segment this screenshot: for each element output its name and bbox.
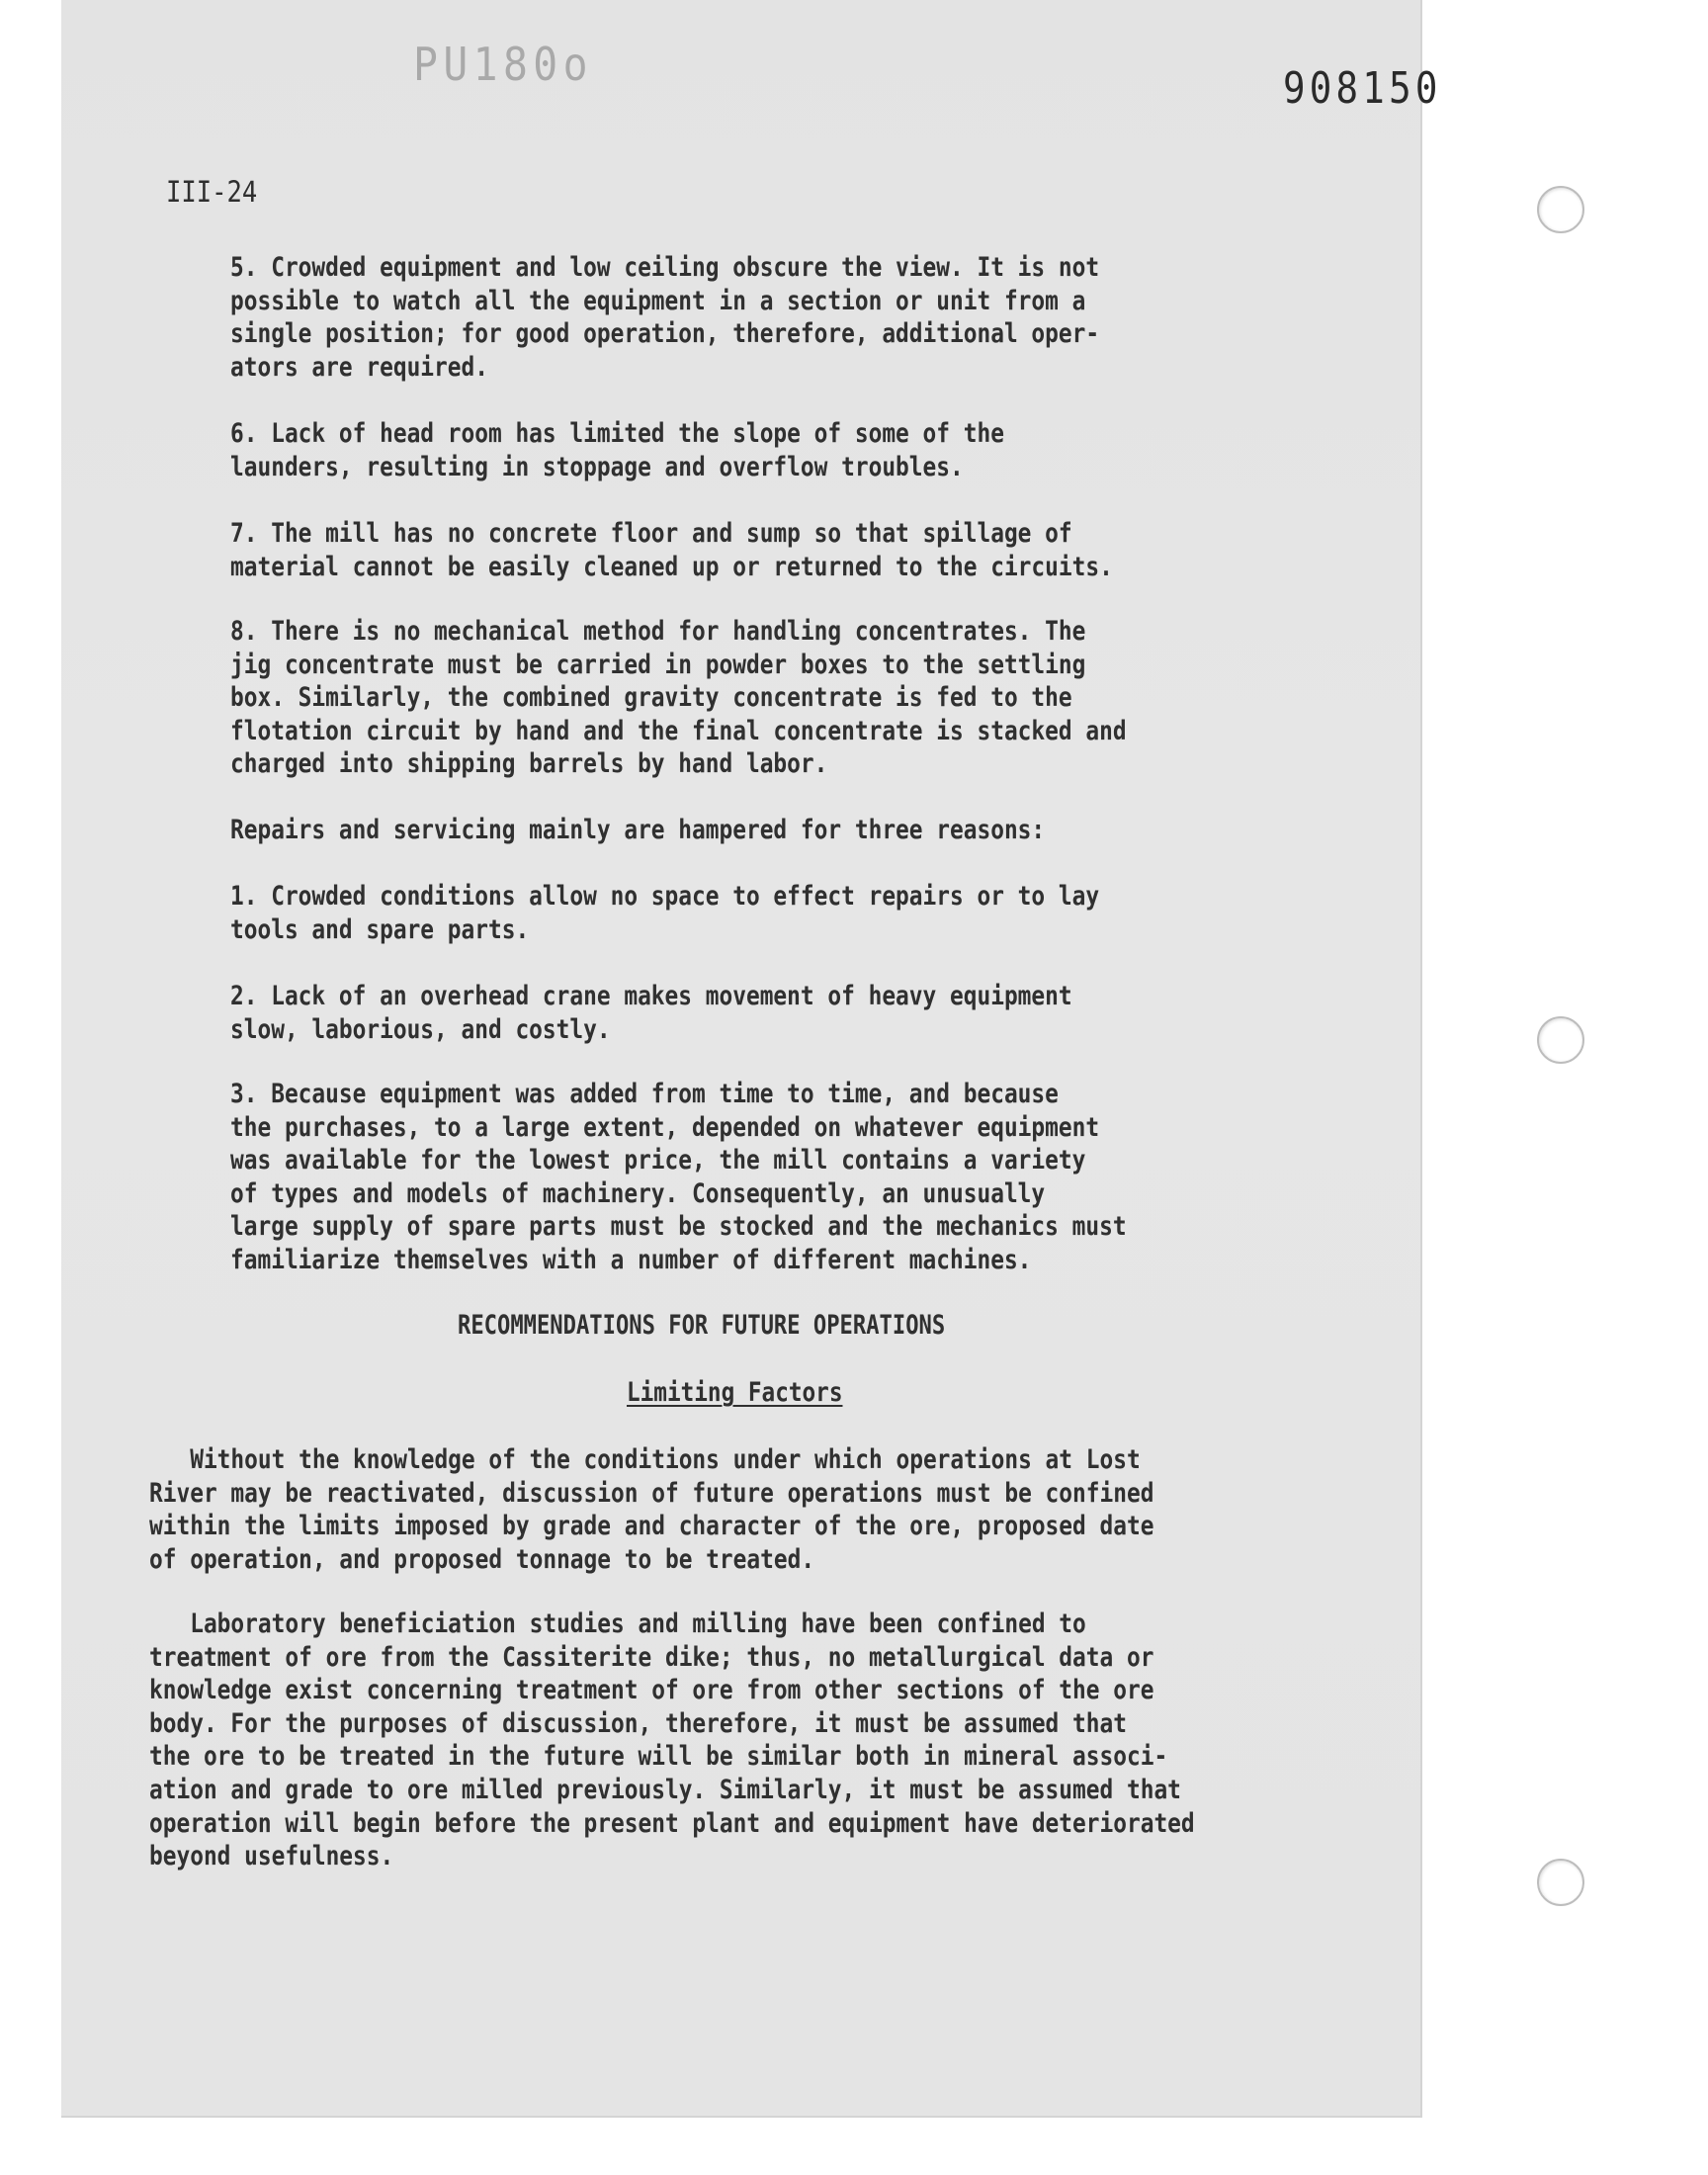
list-item-5: 5. Crowded equipment and low ceiling obscure the view. It is not possible to watch all the equipment in a section or unit from a single position; for good operation, therefore, additional oper- ators are required. <box>230 252 1100 383</box>
page-number: III-24 <box>166 175 258 209</box>
list-item-7: 7. The mill has no concrete floor and sump so that spillage of material cannot be easily cleaned up or returned to the circuits. <box>230 518 1113 582</box>
stamp-left-number: PU180o <box>413 38 593 91</box>
subheading-limiting-factors: Limiting Factors <box>627 1377 843 1408</box>
repair-reason-3: 3. Because equipment was added from time to time, and because the purchases, to a large extent, depended on whatever equipment was available for the lowest price, the mill contains a variety of types and models of machinery. Consequently, an unusually large supply of spare parts must be stocked and the mechanics must familiarize themselves with a number of different machines. <box>230 1079 1127 1275</box>
stamp-right-number: 908150 <box>1283 63 1442 114</box>
section-heading: RECOMMENDATIONS FOR FUTURE OPERATIONS <box>458 1310 946 1341</box>
paragraph-laboratory-studies: Laboratory beneficiation studies and milling have been confined to treatment of ore from the Cassiterite dike; thus, no metallurgical data or knowledge exist concerning treatment of ore from other sections of the ore body. For the purposes of discussion, therefore, it must be assumed that the ore to be treated in the future will be similar both in mineral associ- ation and grade to ore milled previously. Similarly, it must be assumed that operation will begin before the present plant and equipment have deteriorated beyond usefulness. <box>149 1609 1195 1872</box>
list-item-6: 6. Lack of head room has limited the slope of some of the launders, resulting in stoppage and overflow troubles. <box>230 418 1004 482</box>
repairs-intro: Repairs and servicing mainly are hampered for three reasons: <box>230 815 1046 845</box>
repair-reason-2: 2. Lack of an overhead crane makes movement of heavy equipment slow, laborious, and costly. <box>230 981 1072 1045</box>
list-item-8: 8. There is no mechanical method for handling concentrates. The jig concentrate must be carried in powder boxes to the settling box. Similarly, the combined gravity concentrate is fed to the flotation circuit by hand and the final concentrate is stacked and charged into shipping barrels by hand labor. <box>230 616 1127 780</box>
repair-reason-1: 1. Crowded conditions allow no space to effect repairs or to lay tools and spare parts. <box>230 881 1100 945</box>
paragraph-without-knowledge: Without the knowledge of the conditions under which operations at Lost River may be reactivated, discussion of future operations must be confined within the limits imposed by grade and character of the ore, proposed date of operation, and proposed tonnage to be treated. <box>149 1444 1154 1575</box>
